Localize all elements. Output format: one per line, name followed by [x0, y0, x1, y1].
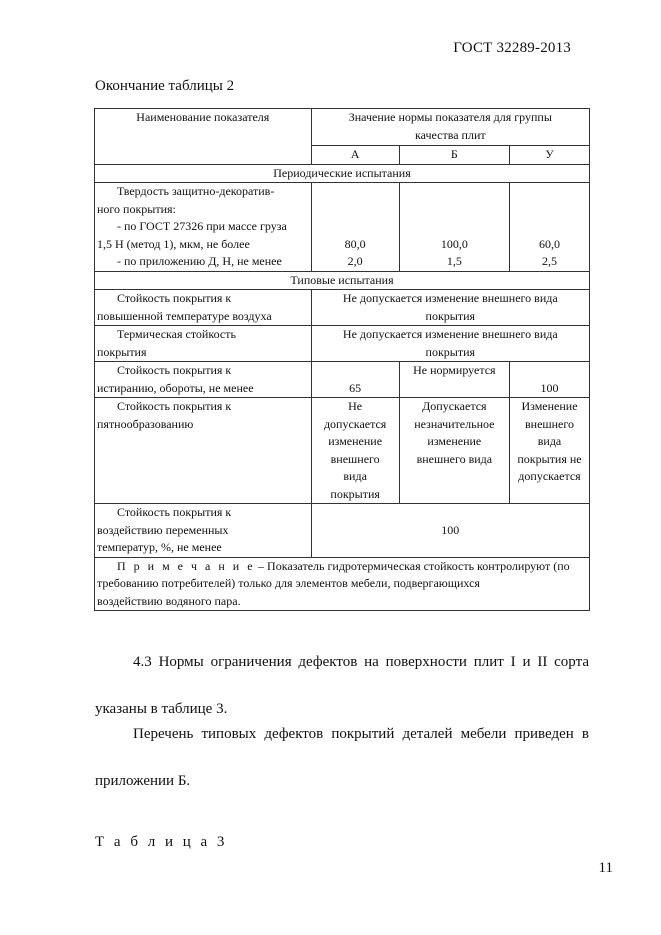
section-type: Типовые испытания: [95, 271, 590, 290]
temp-change-name-cell: [95, 504, 312, 558]
note-line-2: требованию потребителей) только для элементов мебели, подвергающихся: [97, 576, 480, 590]
abrasion-u-cell: 100: [510, 362, 590, 398]
note-row: [95, 557, 590, 611]
stain-u-line: внешнего: [524, 416, 575, 431]
stain-a-line: покрытия: [330, 486, 380, 501]
heat-line-2: повышенной температуре воздуха: [97, 308, 272, 323]
abrasion-line-1: Стойкость покрытия к: [117, 363, 232, 377]
hardness-a-value-1: 80,0: [344, 236, 366, 251]
table-caption: Окончание таблицы 2: [95, 78, 235, 94]
table-row: [95, 290, 590, 326]
thermal-name-cell: [95, 326, 312, 362]
header-value-line-2: качества плит: [414, 127, 486, 142]
stain-line-2: пятнообразованию: [97, 416, 194, 431]
abrasion-b-cell: Не нормируется: [399, 362, 509, 398]
stain-name-cell: [95, 398, 312, 504]
note-line-1: [97, 558, 587, 576]
hardness-b-cell: [399, 183, 509, 272]
thermal-line-2: покрытия: [97, 344, 147, 359]
note-cell: [95, 557, 590, 611]
stain-b-line: незначительное: [414, 416, 495, 431]
stain-a-line: вида: [343, 469, 367, 483]
section-row: [95, 164, 590, 183]
hardness-a-value-2: 2,0: [347, 254, 363, 268]
stain-a-line: изменение: [328, 434, 383, 448]
hardness-a-cell: [311, 183, 399, 272]
page-number: 11: [598, 860, 613, 876]
table-row: [95, 398, 590, 504]
section-row: [95, 271, 590, 290]
stain-u-line: вида: [537, 434, 562, 448]
stain-a-line: допускается: [323, 416, 387, 431]
stain-u-line: допускается: [518, 469, 581, 483]
paragraph-4-3-line-2: указаны в таблице 3.: [95, 701, 228, 717]
stain-u-line: Изменение: [521, 399, 578, 413]
note-line-3: воздействию водяного пара.: [97, 593, 241, 608]
thermal-value-line-2: покрытия: [425, 344, 476, 359]
table-row: [95, 326, 590, 362]
table-3-label: Т а б л и ц а 3: [95, 834, 228, 850]
temp-change-line-2: воздействию переменных: [97, 522, 229, 537]
hardness-line-5: - по приложению Д, Н, не менее: [117, 254, 282, 268]
stain-u-cell: [510, 398, 590, 504]
abrasion-line-2: истиранию, обороты, не менее: [97, 380, 254, 395]
table-row: [95, 183, 590, 272]
stain-b-line: внешнего вида: [416, 451, 493, 466]
abrasion-name-cell: [95, 362, 312, 398]
header-name-cell: Наименование показателя: [95, 109, 312, 165]
thermal-value-line-1: Не допускается изменение внешнего вида: [342, 327, 558, 341]
hardness-line-2: ного покрытия:: [97, 201, 176, 216]
stain-b-line: Допускается: [422, 399, 487, 413]
table-2: [94, 108, 590, 611]
hardness-u-value-1: 60,0: [539, 236, 560, 251]
hardness-b-value-2: 1,5: [446, 254, 462, 268]
thermal-value-cell: [311, 326, 589, 362]
hardness-line-1: Твердость защитно-декоратив-: [117, 184, 275, 198]
stain-u-line: покрытия не: [517, 451, 582, 466]
table-row: [95, 504, 590, 558]
heat-value-line-2: покрытия: [425, 308, 476, 323]
heat-value-cell: [311, 290, 589, 326]
heat-line-1: Стойкость покрытия к: [117, 291, 232, 305]
header-value-cell: [311, 109, 589, 146]
table-header-row: [95, 109, 590, 146]
stain-a-cell: [311, 398, 399, 504]
paragraph-4-3: [95, 652, 589, 719]
hardness-b-value-1: 100,0: [440, 236, 468, 251]
thermal-line-1: Термическая стойкость: [117, 327, 236, 341]
stain-b-cell: [399, 398, 509, 504]
document-id: ГОСТ 32289-2013: [453, 40, 571, 56]
hardness-line-3: - по ГОСТ 27326 при массе груза: [117, 219, 287, 233]
temp-change-line-1: Стойкость покрытия к: [117, 505, 232, 519]
heat-value-line-1: Не допускается изменение внешнего вида: [342, 291, 558, 305]
heat-name-cell: [95, 290, 312, 326]
header-value-line-1: Значение нормы показателя для группы: [348, 110, 552, 124]
table-row: [95, 362, 590, 398]
temp-change-line-3: температур, %, не менее: [97, 540, 222, 554]
hardness-u-cell: [510, 183, 590, 272]
stain-b-line: изменение: [427, 434, 482, 448]
temp-change-value-cell: 100: [311, 504, 589, 558]
group-a-header: А: [311, 146, 399, 165]
group-b-header: Б: [399, 146, 509, 165]
abrasion-a-cell: 65: [311, 362, 399, 398]
paragraph-defects-line-1: Перечень типовых дефектов покрытий деталей мебели приведен в: [133, 726, 589, 742]
group-u-header: У: [510, 146, 590, 165]
stain-line-1: Стойкость покрытия к: [117, 399, 232, 413]
stain-a-line: Не: [348, 399, 363, 413]
hardness-u-value-2: 2,5: [542, 254, 557, 268]
note-label: П р и м е ч а н и е: [117, 558, 256, 573]
section-periodic: Периодические испытания: [95, 164, 590, 183]
paragraph-defects-line-2: приложении Б.: [95, 773, 191, 789]
note-text-1: – Показатель гидротермическая стойкость контролируют (по: [255, 558, 570, 573]
hardness-name-cell: [95, 183, 312, 272]
hardness-line-4: 1,5 Н (метод 1), мкм, не более: [97, 236, 250, 251]
paragraph-4-3-line-1: 4.3 Нормы ограничения дефектов на поверхности плит I и II сорта: [133, 654, 589, 670]
stain-a-line: внешнего: [330, 451, 380, 466]
paragraph-defects: [95, 724, 589, 791]
